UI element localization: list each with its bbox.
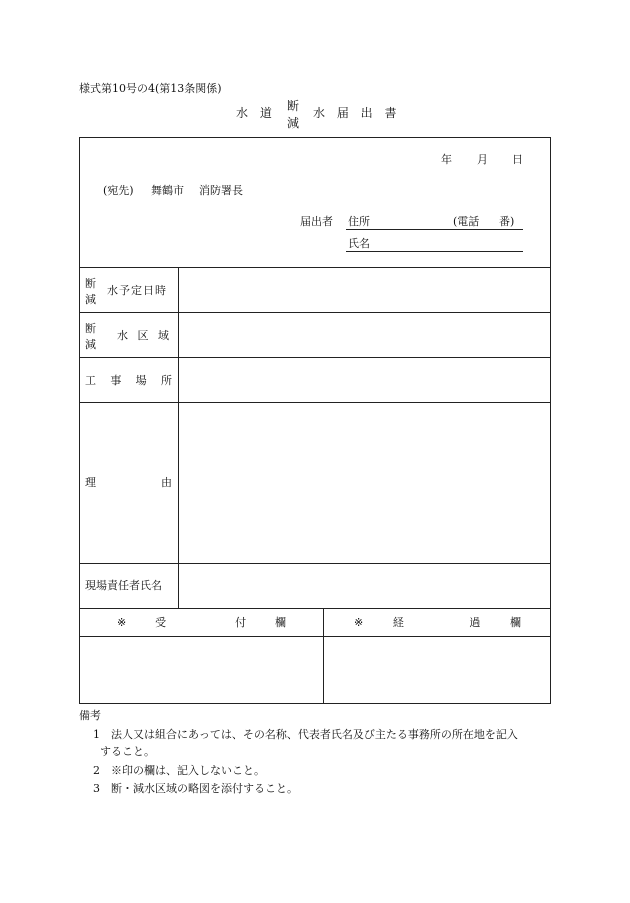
name-underline bbox=[346, 251, 523, 252]
phone-close: 番) bbox=[499, 215, 515, 228]
row-supervisor-label: 現場責任者氏名 bbox=[85, 579, 162, 592]
site-char-4: 所 bbox=[160, 374, 172, 387]
area-value-cell[interactable] bbox=[179, 313, 550, 357]
remarks-item-1-line-1: 1 法人又は組合にあっては、その名称、代表者氏名及び主たる事務所の所在地を記入 bbox=[93, 728, 518, 741]
addressee-title: 消防署長 bbox=[199, 184, 243, 197]
reception-cell bbox=[80, 637, 322, 703]
remarks-item-1-line-2: すること。 bbox=[100, 745, 155, 758]
supervisor-value-cell[interactable] bbox=[179, 564, 550, 608]
remarks-item-3: 3 断・減水区域の略図を添付すること。 bbox=[93, 782, 298, 795]
area-stacked bbox=[85, 321, 96, 353]
date-month: 月 bbox=[477, 153, 488, 166]
reason-value-cell[interactable] bbox=[179, 403, 550, 563]
area-stacked-bottom: 減 bbox=[85, 337, 96, 351]
phone-open: (電話 bbox=[453, 215, 480, 228]
date-year: 年 bbox=[441, 153, 452, 166]
progress-char-4: 欄 bbox=[510, 616, 521, 629]
name-label: 氏名 bbox=[348, 237, 370, 250]
scheduled-stacked bbox=[85, 276, 96, 308]
reception-char-4: 欄 bbox=[274, 616, 286, 629]
scheduled-stacked-top: 断 bbox=[85, 277, 96, 290]
scheduled-value-cell[interactable] bbox=[179, 268, 550, 312]
site-char-2: 事 bbox=[110, 374, 122, 387]
site-char-1: 工 bbox=[85, 374, 96, 387]
address-underline bbox=[346, 229, 523, 230]
addressee-prefix: (宛先) bbox=[103, 184, 134, 197]
site-char-3: 場 bbox=[135, 374, 147, 387]
scheduled-stacked-bottom: 減 bbox=[85, 292, 96, 306]
title-left: 水 道 bbox=[236, 106, 276, 120]
addressee-city: 舞鶴市 bbox=[151, 184, 184, 197]
remarks-item-2: 2 ※印の欄は、記入しないこと。 bbox=[93, 764, 265, 777]
divider-supervisor bbox=[79, 608, 551, 609]
remarks-heading: 備考 bbox=[79, 709, 101, 722]
row-reason-label bbox=[85, 477, 172, 488]
scheduled-rest: 水予定日時 bbox=[107, 284, 167, 297]
area-stacked-top: 断 bbox=[85, 322, 96, 335]
reason-char-1: 理 bbox=[85, 476, 96, 489]
reception-char-1: ※ bbox=[117, 616, 127, 629]
progress-char-3: 過 bbox=[469, 616, 481, 629]
title-right: 水 届 出 書 bbox=[313, 106, 401, 120]
area-rest: 水 区 域 bbox=[117, 329, 172, 342]
progress-column-header bbox=[354, 617, 521, 628]
address-label: 住所 bbox=[348, 215, 370, 228]
date-day: 日 bbox=[512, 153, 523, 166]
reception-column-header bbox=[117, 617, 286, 628]
site-value-cell[interactable] bbox=[179, 358, 550, 402]
reason-char-2: 由 bbox=[161, 476, 172, 489]
title-stacked-bottom: 減 bbox=[287, 116, 300, 131]
form-number: 様式第10号の4(第13条関係) bbox=[79, 82, 222, 95]
reception-char-3: 付 bbox=[235, 616, 247, 629]
row-site-label bbox=[85, 375, 172, 386]
title-stacked-top: 断 bbox=[287, 99, 300, 113]
title-stacked bbox=[287, 98, 299, 133]
progress-cell bbox=[324, 637, 550, 703]
reception-char-2: 受 bbox=[155, 616, 167, 629]
applicant-label: 届出者 bbox=[300, 215, 333, 228]
progress-char-2: 経 bbox=[392, 616, 404, 629]
progress-char-1: ※ bbox=[354, 616, 364, 629]
